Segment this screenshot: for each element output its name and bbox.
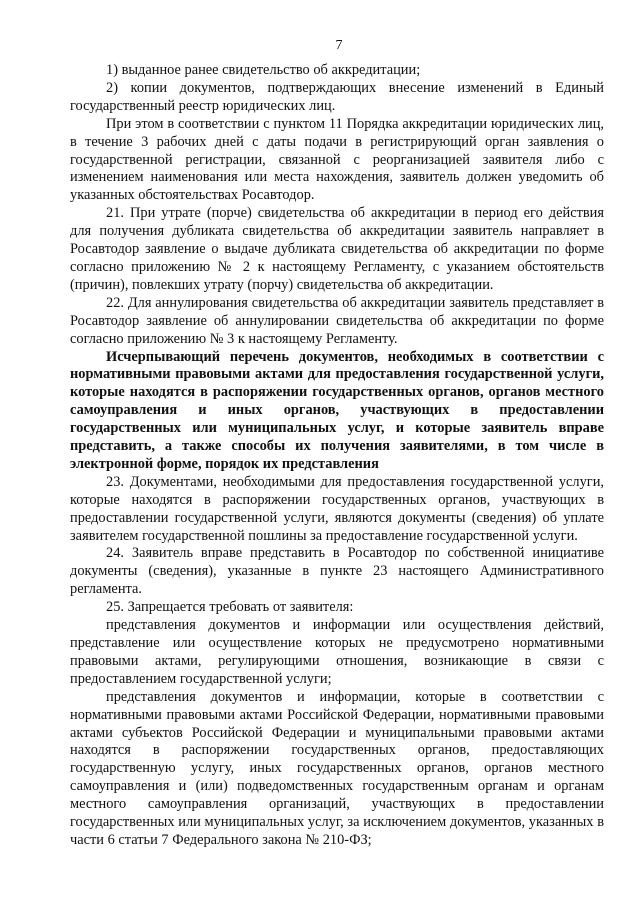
page-number: 7 bbox=[335, 38, 343, 53]
paragraph-21: 21. При утрате (порче) свидетельства об аккредитации в период его действия для получения дубликата свидетельства об аккредитации заявитель направляет в Росавтодор заявление о выдаче дубликата свидетельства об аккредитации по форме согласно приложению № 2 к настоящему Регламенту, с указанием обстоятельств (причин), повлекших утрату (порчу) свидетельства об аккредитации. bbox=[70, 205, 604, 293]
paragraph-notice: При этом в соответствии с пунктом 11 Порядка аккредитации юридических лиц, в течение 3 рабочих дней с даты подачи в регистрирующий орган заявления о государственной регистрации, связанной с реорганизацией заявителя либо с изменением наименования или места нахождения, заявитель должен уведомить об указанных обстоятельствах Росавтодор. bbox=[70, 115, 604, 204]
paragraph-25-item-1: представления документов и информации или осуществления действий, представление или осуществление которых не предусмотрено нормативными правовыми актами, регулирующими отношения, возникающие в связи с предоставлением государственной услуги; bbox=[70, 617, 604, 687]
paragraph-item-1: 1) выданное ранее свидетельство об аккредитации; bbox=[106, 62, 421, 78]
paragraph-23: 23. Документами, необходимыми для предоставления государственной услуги, которые находятся в распоряжении государственных органов, участвующих в предоставлении государственной услуги, являются документы (сведения) об уплате заявителем государственной пошлины за предоставление государственной услуги. bbox=[70, 473, 604, 544]
section-heading: Исчерпывающий перечень документов, необходимых в соответствии с нормативными правовыми актами для предоставления государственной услуги, которые находятся в распоряжении государственных органов, органов местного самоуправления и иных органов, участвующих в предоставлении государственных или муниципальных услуг, и которые заявитель вправе представить, а также способы их получения заявителями, в том числе в электронной форме, порядок их представления bbox=[70, 348, 604, 472]
paragraph-22: 22. Для аннулирования свидетельства об аккредитации заявитель представляет в Росавтодор заявление об аннулировании свидетельства об аккредитации по форме согласно приложению № 3 к настоящему Регламенту. bbox=[70, 294, 604, 347]
paragraph-25: 25. Запрещается требовать от заявителя: bbox=[106, 599, 354, 616]
paragraph-24: 24. Заявитель вправе представить в Росавтодор по собственной инициативе документы (сведения), указанные в пункте 23 настоящего Административного регламента. bbox=[70, 545, 604, 598]
paragraph-item-2: 2) копии документов, подтверждающих внесение изменений в Единый государственный реестр юридических лиц. bbox=[70, 79, 604, 114]
paragraph-25-item-2: представления документов и информации, которые в соответствии с нормативными правовыми актами Российской Федерации, нормативными правовыми актами субъектов Российской Федерации и муниципальными правовыми актами находятся в распоряжении государственных органов, предоставляющих государственную услугу, иных государственных органов, органов местного самоуправления и (или) подведомственных государственным органам и органам местного самоуправления организаций, участвующих в предоставлении государственных или муниципальных услуг, за исключением документов, указанных в части 6 статьи 7 Федерального закона № 210-ФЗ; bbox=[70, 688, 604, 848]
